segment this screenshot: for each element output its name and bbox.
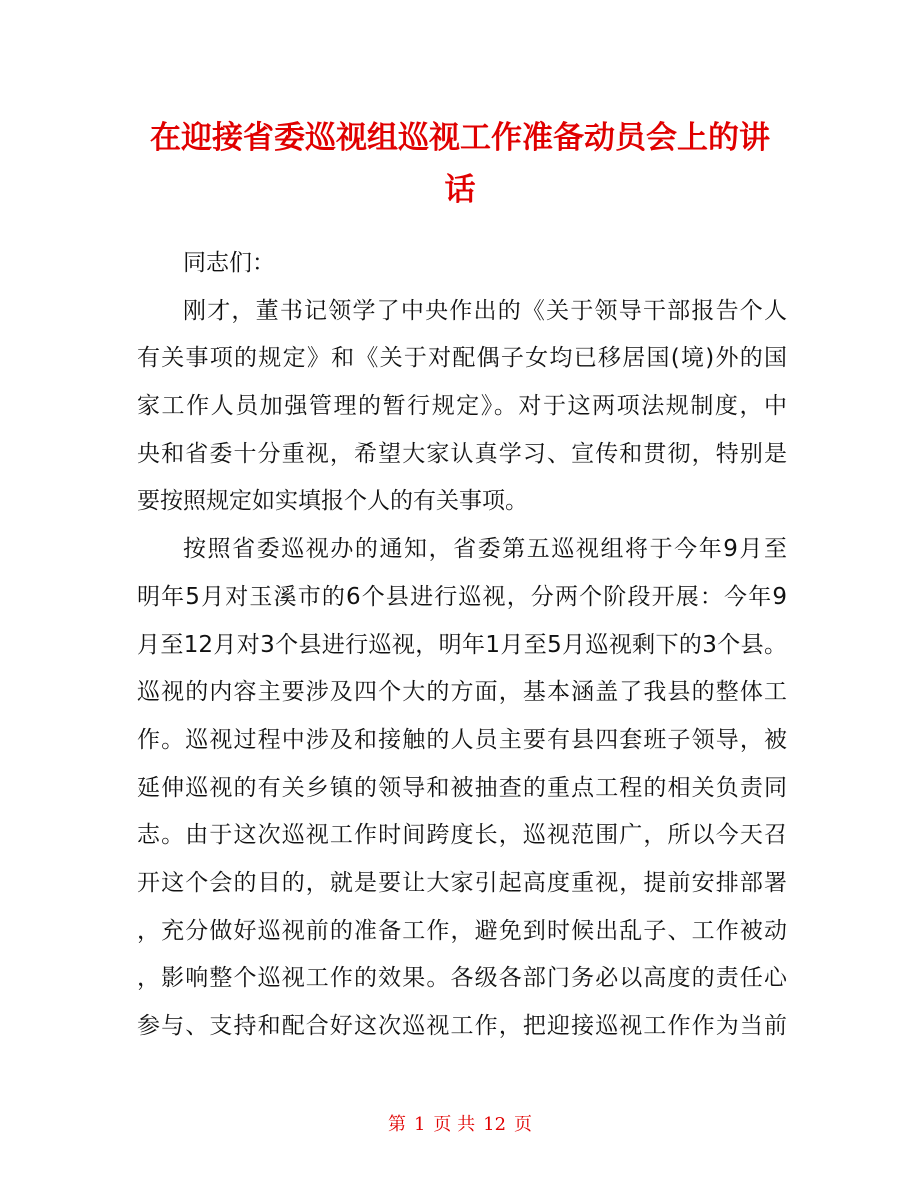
paragraph-line: 有关事项的规定》和《关于对配偶子女均已移居国(境)外的国 [137, 345, 787, 372]
paragraph-line: 巡视的内容主要涉及四个大的方面，基本涵盖了我县的整体工 [137, 679, 787, 706]
footer-middle: 页 共 [433, 1114, 476, 1135]
document-body [137, 240, 787, 1051]
title-line: 话 [444, 172, 476, 208]
document-title [130, 112, 790, 216]
paragraph-line: 刚才，董书记领学了中央作出的《关于领导干部报告个人 [183, 297, 787, 324]
paragraph-line: ，影响整个巡视工作的效果。各级各部门务必以高度的责任心 [137, 965, 787, 992]
salutation: 同志们： [183, 250, 275, 276]
paragraph-1 [137, 288, 787, 526]
footer-page-number: 1 [413, 1114, 426, 1135]
paragraph-2 [137, 526, 787, 1051]
paragraph-line: ，充分做好巡视前的准备工作，避免到时候出乱子、工作被动 [137, 917, 787, 944]
title-line: 在迎接省委巡视组巡视工作准备动员会上的讲 [150, 120, 770, 156]
page-footer [0, 1112, 920, 1138]
paragraph-line: 开这个会的目的，就是要让大家引起高度重视，提前安排部署 [137, 869, 787, 896]
paragraph-line: 参与、支持和配合好这次巡视工作，把迎接巡视工作作为当前 [137, 1013, 787, 1039]
paragraph-line: 作。巡视过程中涉及和接触的人员主要有县四套班子领导，被 [137, 726, 787, 753]
footer-prefix: 第 [387, 1114, 406, 1135]
paragraph-line: 家工作人员加强管理的暂行规定》。对于这两项法规制度，中 [137, 393, 787, 420]
paragraph-line: 延伸巡视的有关乡镇的领导和被抽查的重点工程的相关负责同 [137, 774, 787, 801]
footer-suffix: 页 [514, 1114, 533, 1135]
paragraph-line: 央和省委十分重视，希望大家认真学习、宣传和贯彻，特别是 [137, 440, 787, 467]
paragraph-line: 按照省委巡视办的通知，省委第五巡视组将于今年9月至 [183, 536, 787, 563]
footer-total-pages: 12 [483, 1114, 507, 1135]
paragraph-line: 月至12月对3个县进行巡视，明年1月至5月巡视剩下的3个县。 [137, 631, 787, 658]
paragraph-line: 明年5月对玉溪市的6个县进行巡视，分两个阶段开展：今年9 [137, 583, 787, 610]
paragraph-line: 志。由于这次巡视工作时间跨度长，巡视范围广，所以今天召 [137, 822, 787, 849]
paragraph-line: 要按照规定如实填报个人的有关事项。 [137, 488, 528, 515]
